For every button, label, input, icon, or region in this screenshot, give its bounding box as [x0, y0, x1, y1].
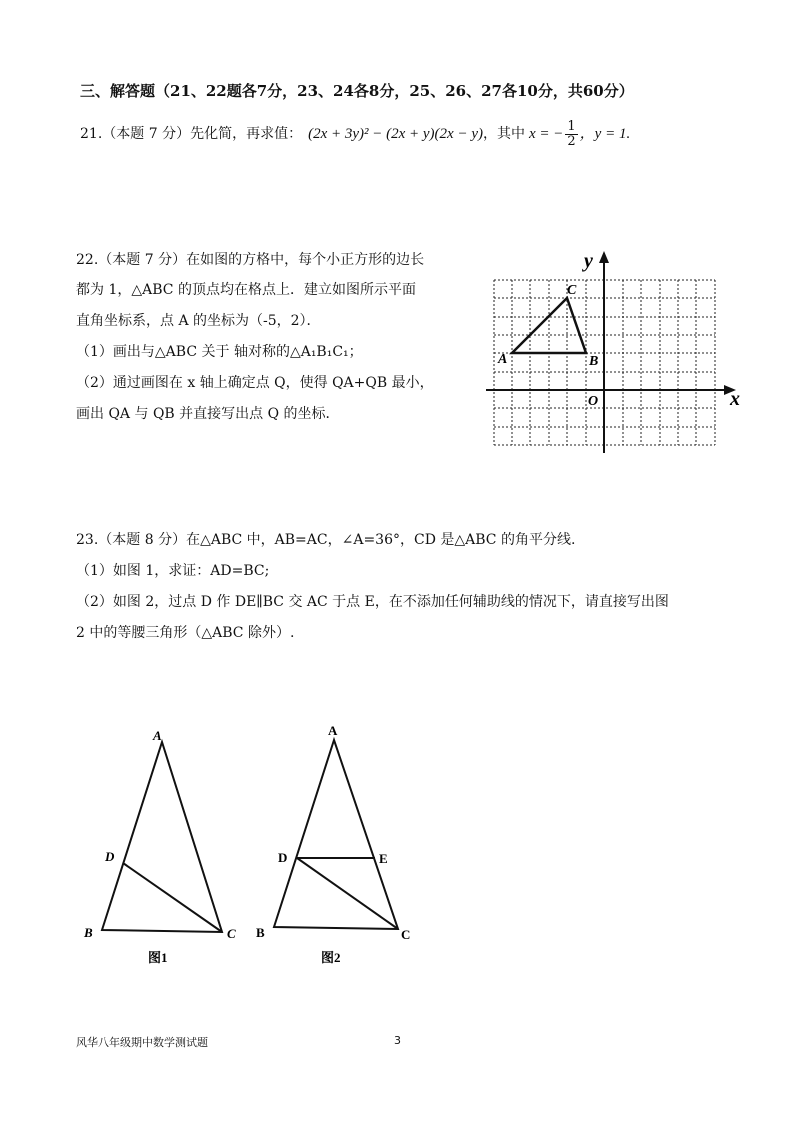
q22-line-5: （2）通过画图在 x 轴上确定点 Q，使得 QA+QB 最小， — [76, 375, 434, 391]
fig1-label-c: C — [227, 926, 236, 941]
fig2-label-b: B — [256, 925, 265, 940]
fig2-triangle — [274, 740, 398, 929]
origin-label: O — [588, 394, 599, 409]
q23-line-2: （1）如图 1，求证：AD=BC; — [76, 563, 270, 579]
point-a-label: A — [498, 352, 508, 367]
q21-frac-num: 1 — [567, 118, 576, 134]
q21-x-prefix: x = − — [528, 126, 564, 142]
fig1-label-a: A — [153, 728, 162, 743]
q21-label: 21.（本题 7 分）先化简，再求值： — [80, 126, 303, 142]
page-number: 3 — [394, 1034, 401, 1047]
q21-expression: (2x + 3y)² − (2x + y)(2x − y) — [308, 126, 483, 142]
point-c-label: C — [567, 283, 577, 298]
fig1-label-d: D — [105, 849, 115, 864]
q22-line-3: 直角坐标系，点 A 的坐标为（-5，2）． — [76, 313, 321, 329]
coordinate-grid-figure — [480, 245, 750, 460]
q21-fraction — [565, 120, 577, 149]
fig2-label-c: C — [401, 927, 411, 942]
y-axis-arrow — [599, 251, 609, 263]
q21-frac-den: 2 — [567, 133, 576, 149]
fig1-caption: 图1 — [148, 950, 168, 965]
section-title: 三、解答题（21、22题各7分，23、24各8分，25、26、27各10分，共60分） — [80, 82, 634, 100]
q21-y-value: ，y = 1. — [579, 126, 631, 142]
q23-line-4: 2 中的等腰三角形（△ABC 除外）. — [76, 625, 295, 641]
footer-title: 风华八年级期中数学测试题 — [76, 1036, 208, 1049]
fig1-segment-cd — [123, 863, 222, 932]
figure-2 — [250, 715, 430, 970]
fig1-triangle — [102, 742, 222, 932]
fig2-label-e: E — [379, 851, 388, 866]
figure-1 — [80, 720, 250, 970]
axes — [486, 259, 728, 453]
fig1-label-b: B — [84, 925, 93, 940]
axis-x-label: x — [730, 388, 740, 410]
q22-line-2: 都为 1，△ABC 的顶点均在格点上．建立如图所示平面 — [76, 282, 416, 298]
q21-where: ，其中 — [482, 126, 525, 142]
fig2-label-d: D — [278, 850, 288, 865]
axis-y-label: y — [584, 250, 593, 272]
fig2-caption: 图2 — [321, 950, 341, 965]
fig2-segment-dc — [297, 858, 398, 929]
q22-line-6: 画出 QA 与 QB 并直接写出点 Q 的坐标． — [76, 406, 340, 422]
point-b-label: B — [589, 354, 599, 369]
q22-line-4: （1）画出与△ABC 关于 轴对称的△A₁B₁C₁； — [76, 344, 363, 360]
fig2-label-a: A — [328, 723, 338, 738]
q23-line-1: 23.（本题 8 分）在△ABC 中，AB=AC，∠A=36°，CD 是△ABC 的角平分线. — [76, 532, 576, 548]
q23-line-3: （2）如图 2，过点 D 作 DE∥BC 交 AC 于点 E，在不添加任何辅助线的情况下，请直接写出图 — [76, 594, 669, 610]
q22-line-1: 22.（本题 7 分）在如图的方格中，每个小正方形的边长 — [76, 252, 425, 268]
question-21 — [80, 116, 630, 152]
